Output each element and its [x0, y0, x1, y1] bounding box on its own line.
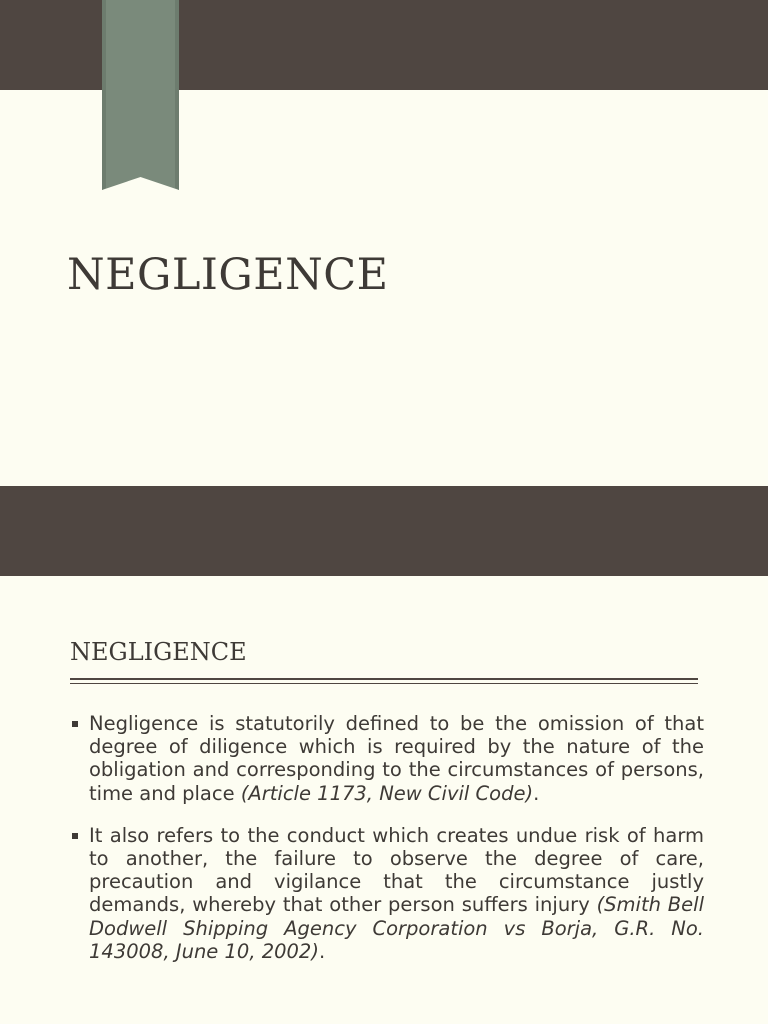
- bullet-trailing: .: [533, 781, 540, 805]
- bullet-text: Negligence is statutorily defined to be the omission of that degree of diligence which is required by the nature of the obligation and corresponding to the circumstances of persons, time and place: [89, 712, 704, 805]
- citation: (Article 1173, New Civil Code): [240, 781, 534, 805]
- slide-title: NEGLIGENCE: [67, 250, 389, 300]
- square-bullet-icon: [72, 833, 78, 839]
- bookmark-ribbon-icon: [102, 0, 179, 190]
- list-item: [70, 824, 704, 963]
- slide-divider-band: [0, 486, 768, 576]
- citation: (Smith Bell Dodwell Shipping Agency Corporation vs Borja, G.R. No. 143008, June 10, 2002): [89, 893, 704, 963]
- square-bullet-icon: [72, 721, 78, 727]
- section-title: NEGLIGENCE: [70, 638, 247, 666]
- list-item: [70, 712, 704, 805]
- title-underline: [70, 678, 698, 685]
- title-slide: [0, 0, 768, 486]
- bullet-trailing: .: [318, 939, 326, 963]
- bullet-text: It also refers to the conduct which creates undue risk of harm to another, the failure to observe the degree of care, precaution and vigilance that the circumstance justly demands, whereby that other person suffers injury: [89, 823, 704, 917]
- bullet-list: [70, 712, 704, 963]
